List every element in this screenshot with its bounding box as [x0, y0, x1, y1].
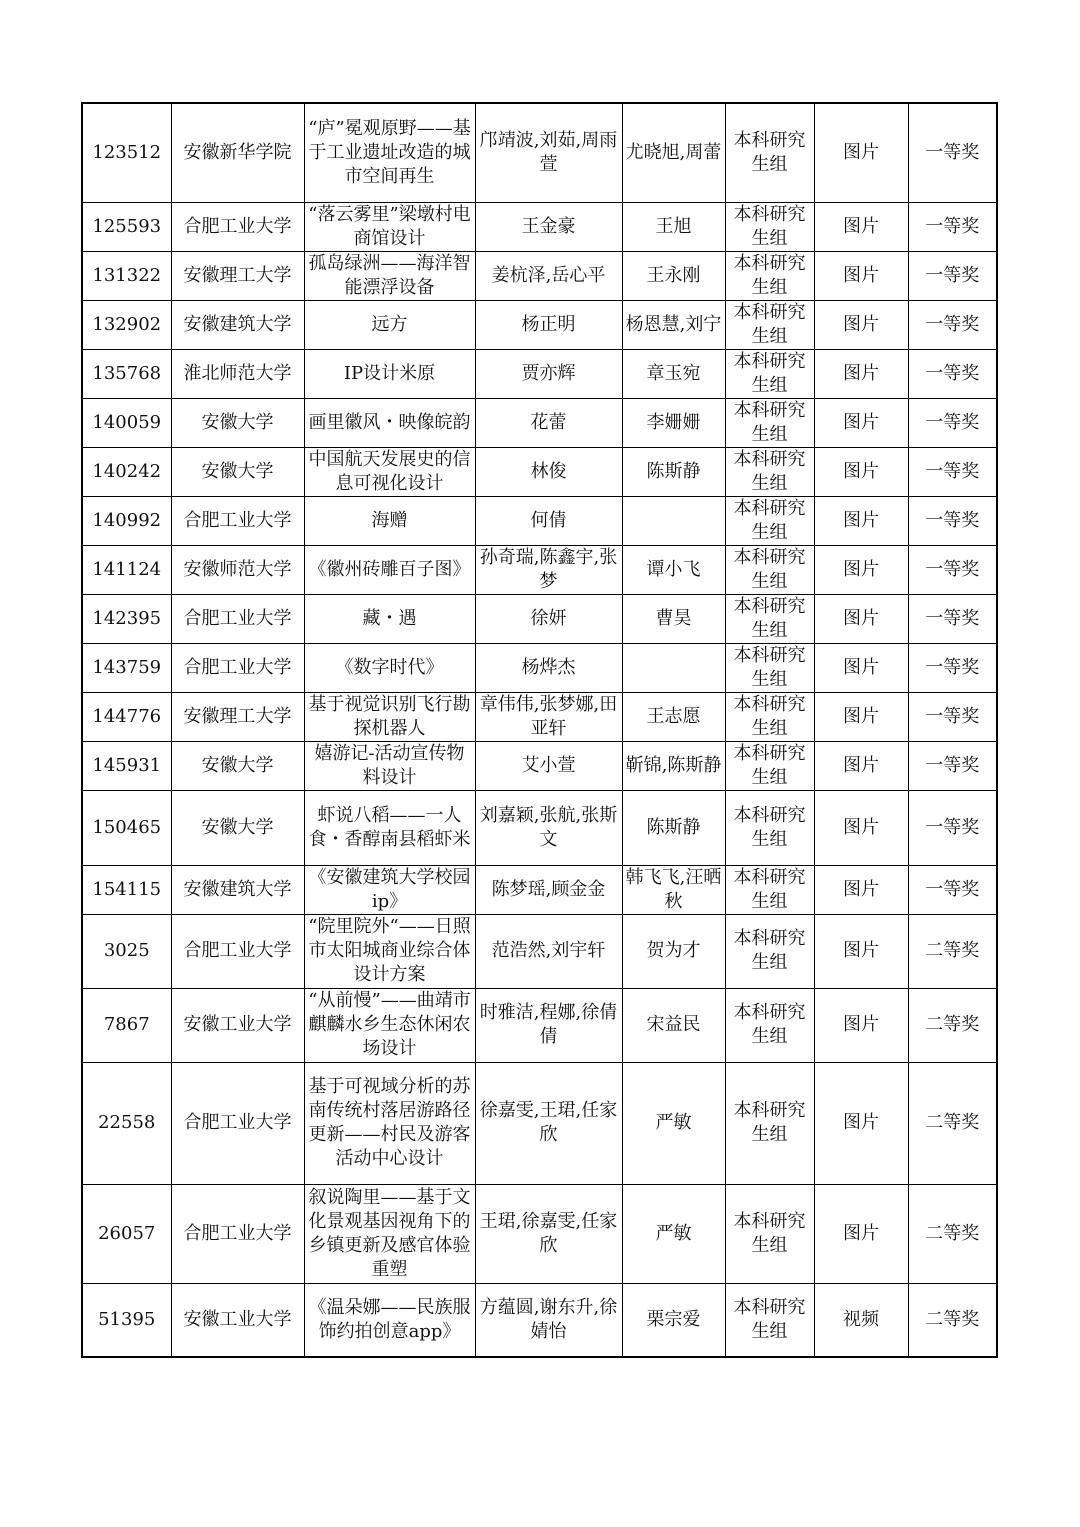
- table-row: [82, 988, 997, 1062]
- format-cell: 图片: [814, 398, 908, 447]
- award-cell: 一等奖: [908, 741, 997, 790]
- format-cell: 图片: [814, 496, 908, 545]
- school-cell: 安徽工业大学: [171, 1283, 304, 1357]
- group-cell: 本科研究生组: [725, 1184, 814, 1283]
- award-cell: 一等奖: [908, 251, 997, 300]
- table-row: [82, 1062, 997, 1184]
- advisor-cell: 宋益民: [622, 988, 725, 1062]
- authors-cell: 邝靖波,刘茹,周雨萱: [475, 103, 622, 202]
- school-cell: 安徽建筑大学: [171, 865, 304, 914]
- format-cell: 图片: [814, 692, 908, 741]
- authors-cell: 艾小萱: [475, 741, 622, 790]
- format-cell: 图片: [814, 741, 908, 790]
- table-row: [82, 594, 997, 643]
- entry-id-cell: 131322: [82, 251, 171, 300]
- award-cell: 一等奖: [908, 692, 997, 741]
- authors-cell: 时雅洁,程娜,徐倩倩: [475, 988, 622, 1062]
- school-cell: 合肥工业大学: [171, 594, 304, 643]
- entry-id-cell: 140992: [82, 496, 171, 545]
- entry-id-cell: 125593: [82, 202, 171, 251]
- format-cell: 图片: [814, 594, 908, 643]
- entry-id-cell: 26057: [82, 1184, 171, 1283]
- advisor-cell: 贺为才: [622, 914, 725, 988]
- group-cell: 本科研究生组: [725, 349, 814, 398]
- table-row: [82, 251, 997, 300]
- award-table: [81, 102, 998, 1358]
- advisor-cell: [622, 643, 725, 692]
- format-cell: 图片: [814, 251, 908, 300]
- entry-id-cell: 51395: [82, 1283, 171, 1357]
- authors-cell: 姜杭泽,岳心平: [475, 251, 622, 300]
- award-cell: 二等奖: [908, 914, 997, 988]
- school-cell: 合肥工业大学: [171, 202, 304, 251]
- award-cell: 一等奖: [908, 545, 997, 594]
- table-row: [82, 790, 997, 865]
- school-cell: 淮北师范大学: [171, 349, 304, 398]
- work-title-cell: “落云雾里”梁墩村电商馆设计: [304, 202, 475, 251]
- work-title-cell: 《安徽建筑大学校园ip》: [304, 865, 475, 914]
- entry-id-cell: 22558: [82, 1062, 171, 1184]
- authors-cell: 孙奇瑞,陈鑫宇,张梦: [475, 545, 622, 594]
- work-title-cell: 《数字时代》: [304, 643, 475, 692]
- school-cell: 安徽大学: [171, 741, 304, 790]
- table-row: [82, 349, 997, 398]
- group-cell: 本科研究生组: [725, 496, 814, 545]
- advisor-cell: 谭小飞: [622, 545, 725, 594]
- authors-cell: 章伟伟,张梦娜,田亚轩: [475, 692, 622, 741]
- entry-id-cell: 143759: [82, 643, 171, 692]
- advisor-cell: 杨恩慧,刘宁: [622, 300, 725, 349]
- advisor-cell: 陈斯静: [622, 447, 725, 496]
- authors-cell: 刘嘉颖,张航,张斯文: [475, 790, 622, 865]
- table-row: [82, 398, 997, 447]
- authors-cell: 范浩然,刘宇轩: [475, 914, 622, 988]
- group-cell: 本科研究生组: [725, 202, 814, 251]
- table-row: [82, 447, 997, 496]
- award-cell: 一等奖: [908, 643, 997, 692]
- advisor-cell: 王志愿: [622, 692, 725, 741]
- school-cell: 合肥工业大学: [171, 643, 304, 692]
- advisor-cell: [622, 496, 725, 545]
- work-title-cell: 虾说八稻——一人食・香醇南县稻虾米: [304, 790, 475, 865]
- advisor-cell: 李姗姗: [622, 398, 725, 447]
- advisor-cell: 韩飞飞,汪晒秋: [622, 865, 725, 914]
- group-cell: 本科研究生组: [725, 865, 814, 914]
- work-title-cell: “从前慢”——曲靖市麒麟水乡生态休闲农场设计: [304, 988, 475, 1062]
- work-title-cell: IP设计米原: [304, 349, 475, 398]
- authors-cell: 林俊: [475, 447, 622, 496]
- table-row: [82, 741, 997, 790]
- school-cell: 安徽大学: [171, 447, 304, 496]
- authors-cell: 王金豪: [475, 202, 622, 251]
- award-cell: 一等奖: [908, 496, 997, 545]
- format-cell: 图片: [814, 1062, 908, 1184]
- group-cell: 本科研究生组: [725, 1283, 814, 1357]
- entry-id-cell: 154115: [82, 865, 171, 914]
- work-title-cell: “庐”冕观原野——基于工业遗址改造的城市空间再生: [304, 103, 475, 202]
- group-cell: 本科研究生组: [725, 741, 814, 790]
- entry-id-cell: 141124: [82, 545, 171, 594]
- entry-id-cell: 142395: [82, 594, 171, 643]
- school-cell: 安徽师范大学: [171, 545, 304, 594]
- school-cell: 合肥工业大学: [171, 496, 304, 545]
- advisor-cell: 章玉宛: [622, 349, 725, 398]
- school-cell: 安徽大学: [171, 790, 304, 865]
- award-cell: 一等奖: [908, 594, 997, 643]
- group-cell: 本科研究生组: [725, 251, 814, 300]
- entry-id-cell: 140242: [82, 447, 171, 496]
- group-cell: 本科研究生组: [725, 988, 814, 1062]
- work-title-cell: 《徽州砖雕百子图》: [304, 545, 475, 594]
- work-title-cell: 嬉游记-活动宣传物料设计: [304, 741, 475, 790]
- advisor-cell: 王旭: [622, 202, 725, 251]
- award-cell: 二等奖: [908, 1062, 997, 1184]
- award-cell: 一等奖: [908, 300, 997, 349]
- award-cell: 一等奖: [908, 349, 997, 398]
- school-cell: 安徽理工大学: [171, 251, 304, 300]
- work-title-cell: 叙说陶里——基于文化景观基因视角下的乡镇更新及感官体验重塑: [304, 1184, 475, 1283]
- table-row: [82, 202, 997, 251]
- school-cell: 安徽理工大学: [171, 692, 304, 741]
- award-cell: 二等奖: [908, 1184, 997, 1283]
- table-row: [82, 496, 997, 545]
- format-cell: 视频: [814, 1283, 908, 1357]
- school-cell: 安徽新华学院: [171, 103, 304, 202]
- format-cell: 图片: [814, 914, 908, 988]
- group-cell: 本科研究生组: [725, 594, 814, 643]
- advisor-cell: 陈斯静: [622, 790, 725, 865]
- group-cell: 本科研究生组: [725, 103, 814, 202]
- authors-cell: 花蕾: [475, 398, 622, 447]
- award-cell: 一等奖: [908, 447, 997, 496]
- authors-cell: 徐嘉雯,王珺,任家欣: [475, 1062, 622, 1184]
- authors-cell: 王珺,徐嘉雯,任家欣: [475, 1184, 622, 1283]
- advisor-cell: 曹昊: [622, 594, 725, 643]
- format-cell: 图片: [814, 1184, 908, 1283]
- authors-cell: 杨烨杰: [475, 643, 622, 692]
- table-row: [82, 914, 997, 988]
- group-cell: 本科研究生组: [725, 545, 814, 594]
- group-cell: 本科研究生组: [725, 398, 814, 447]
- format-cell: 图片: [814, 202, 908, 251]
- format-cell: 图片: [814, 790, 908, 865]
- entry-id-cell: 144776: [82, 692, 171, 741]
- format-cell: 图片: [814, 447, 908, 496]
- award-cell: 一等奖: [908, 865, 997, 914]
- format-cell: 图片: [814, 103, 908, 202]
- group-cell: 本科研究生组: [725, 692, 814, 741]
- work-title-cell: 《温朵娜——民族服饰约拍创意app》: [304, 1283, 475, 1357]
- entry-id-cell: 132902: [82, 300, 171, 349]
- table-row: [82, 300, 997, 349]
- authors-cell: 杨正明: [475, 300, 622, 349]
- school-cell: 合肥工业大学: [171, 1062, 304, 1184]
- work-title-cell: 基于可视域分析的苏南传统村落居游路径更新——村民及游客活动中心设计: [304, 1062, 475, 1184]
- entry-id-cell: 145931: [82, 741, 171, 790]
- school-cell: 安徽大学: [171, 398, 304, 447]
- school-cell: 安徽工业大学: [171, 988, 304, 1062]
- award-cell: 一等奖: [908, 103, 997, 202]
- group-cell: 本科研究生组: [725, 790, 814, 865]
- table-row: [82, 1184, 997, 1283]
- format-cell: 图片: [814, 300, 908, 349]
- authors-cell: 何倩: [475, 496, 622, 545]
- entry-id-cell: 123512: [82, 103, 171, 202]
- format-cell: 图片: [814, 349, 908, 398]
- work-title-cell: 藏・遇: [304, 594, 475, 643]
- advisor-cell: 严敏: [622, 1184, 725, 1283]
- group-cell: 本科研究生组: [725, 447, 814, 496]
- work-title-cell: 海赠: [304, 496, 475, 545]
- format-cell: 图片: [814, 545, 908, 594]
- group-cell: 本科研究生组: [725, 643, 814, 692]
- award-cell: 一等奖: [908, 398, 997, 447]
- group-cell: 本科研究生组: [725, 914, 814, 988]
- school-cell: 合肥工业大学: [171, 1184, 304, 1283]
- authors-cell: 贾亦辉: [475, 349, 622, 398]
- advisor-cell: 王永刚: [622, 251, 725, 300]
- advisor-cell: 靳锦,陈斯静: [622, 741, 725, 790]
- advisor-cell: 严敏: [622, 1062, 725, 1184]
- authors-cell: 方蕴圆,谢东升,徐婧怡: [475, 1283, 622, 1357]
- table-row: [82, 545, 997, 594]
- advisor-cell: 栗宗爱: [622, 1283, 725, 1357]
- entry-id-cell: 150465: [82, 790, 171, 865]
- group-cell: 本科研究生组: [725, 1062, 814, 1184]
- school-cell: 安徽建筑大学: [171, 300, 304, 349]
- advisor-cell: 尤晓旭,周蕾: [622, 103, 725, 202]
- entry-id-cell: 7867: [82, 988, 171, 1062]
- table-row: [82, 643, 997, 692]
- format-cell: 图片: [814, 988, 908, 1062]
- format-cell: 图片: [814, 643, 908, 692]
- group-cell: 本科研究生组: [725, 300, 814, 349]
- award-cell: 一等奖: [908, 202, 997, 251]
- entry-id-cell: 3025: [82, 914, 171, 988]
- format-cell: 图片: [814, 865, 908, 914]
- table-row: [82, 865, 997, 914]
- award-cell: 一等奖: [908, 790, 997, 865]
- work-title-cell: 中国航天发展史的信息可视化设计: [304, 447, 475, 496]
- results-sheet: [81, 102, 998, 1358]
- authors-cell: 徐妍: [475, 594, 622, 643]
- school-cell: 合肥工业大学: [171, 914, 304, 988]
- award-cell: 二等奖: [908, 1283, 997, 1357]
- work-title-cell: “院里院外“——日照市太阳城商业综合体设计方案: [304, 914, 475, 988]
- table-row: [82, 692, 997, 741]
- work-title-cell: 基于视觉识别飞行勘探机器人: [304, 692, 475, 741]
- entry-id-cell: 135768: [82, 349, 171, 398]
- award-cell: 二等奖: [908, 988, 997, 1062]
- table-row: [82, 1283, 997, 1357]
- work-title-cell: 孤岛绿洲——海洋智能漂浮设备: [304, 251, 475, 300]
- work-title-cell: 远方: [304, 300, 475, 349]
- entry-id-cell: 140059: [82, 398, 171, 447]
- table-row: [82, 103, 997, 202]
- work-title-cell: 画里徽风・映像皖韵: [304, 398, 475, 447]
- authors-cell: 陈梦瑶,顾金金: [475, 865, 622, 914]
